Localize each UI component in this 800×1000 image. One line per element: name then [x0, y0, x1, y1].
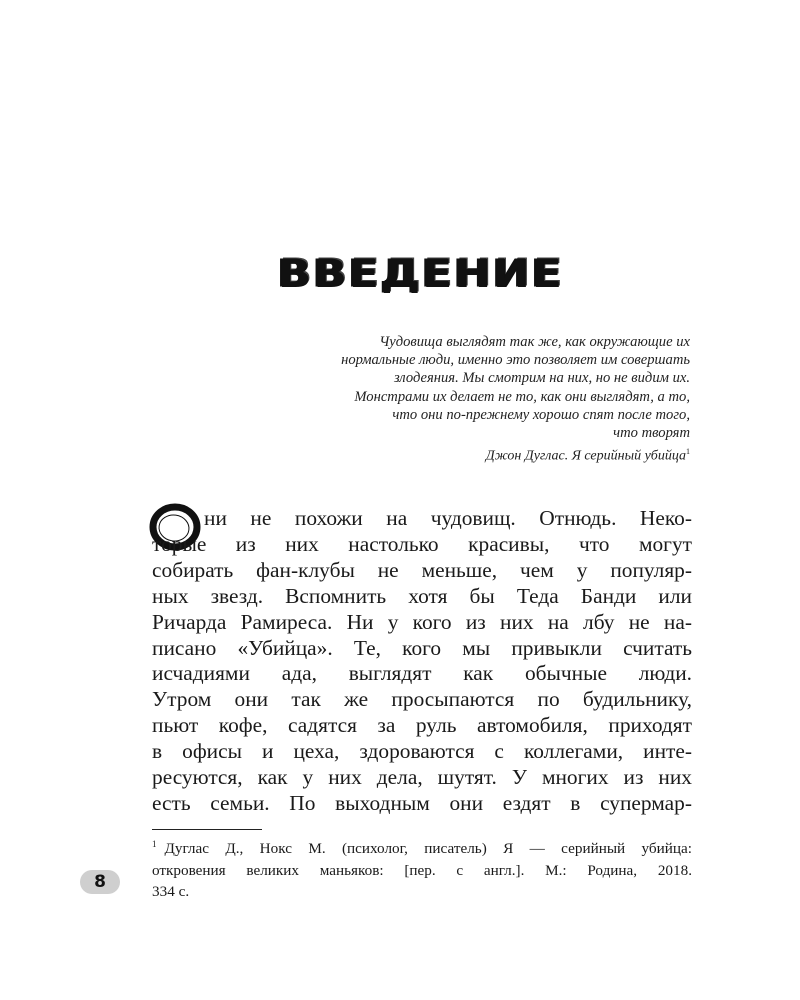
- epigraph-line: нормальные люди, именно это позволяет им совершать: [341, 352, 690, 369]
- epigraph-line: Чудовища выглядят так же, как окружающие их: [379, 334, 690, 350]
- body-line: пьют кофе, садятся за руль автомобиля, приходят: [152, 713, 692, 738]
- body-line: Утром они так же просыпаются по будильнику,: [152, 687, 692, 712]
- body-line: в офисы и цеха, здороваются с коллегами, инте-: [152, 739, 692, 764]
- footnote-line: откровения великих маньяков: [пер. с англ.]. М.: Родина, 2018.: [152, 861, 692, 879]
- chapter-title: ВВЕДЕНИЕ: [276, 251, 564, 296]
- body-line: ресуются, как у них дела, шутят. У многих из них: [152, 765, 692, 790]
- epigraph-line: что творят: [613, 425, 690, 442]
- epigraph-line: злодеяния. Мы смотрим на них, но не видим их.: [393, 370, 690, 387]
- dropcap-text: О: [149, 502, 150, 503]
- page-number: 8: [80, 870, 120, 894]
- footnote-line: 334 с.: [152, 883, 190, 901]
- footnote-reference[interactable]: 1: [686, 447, 690, 456]
- body-text: [152, 506, 692, 817]
- epigraph-line: что они по-прежнему хорошо спят после того,: [392, 406, 690, 423]
- body-line: торые из них настолько красивы, что могут: [152, 531, 692, 556]
- body-line: Ричарда Рамиреса. Ни у кого из них на лбу не на-: [152, 609, 692, 634]
- footnote-line: [152, 834, 692, 860]
- body-line: писано «Убийца». Те, кого мы привыкли считать: [152, 635, 692, 660]
- body-line: собирать фан-клубы не меньше, чем у популяр-: [152, 557, 692, 582]
- body-line: есть семьи. По выходным они ездят в супермар-: [152, 790, 692, 815]
- epigraph: [230, 333, 690, 442]
- footnote-text: Дуглас Д., Нокс М. (психолог, писатель) Я — серийный убийца:: [164, 840, 692, 858]
- footnote-divider: [152, 829, 262, 830]
- epigraph-source: [486, 447, 690, 465]
- body-line: исчадиями ада, выглядят как обычные люди.: [152, 661, 692, 686]
- epigraph-line: Монстрами их делает не то, как они выглядят, а то,: [354, 388, 690, 405]
- footnote-number: 1: [152, 839, 157, 849]
- epigraph-source-text: Джон Дуглас. Я серийный убийца: [485, 448, 686, 464]
- body-line: ных звезд. Вспомнить хотя бы Теда Банди или: [152, 583, 692, 608]
- footnote: [152, 834, 692, 903]
- body-line: ни не похожи на чудовищ. Отнюдь. Неко-: [204, 506, 692, 530]
